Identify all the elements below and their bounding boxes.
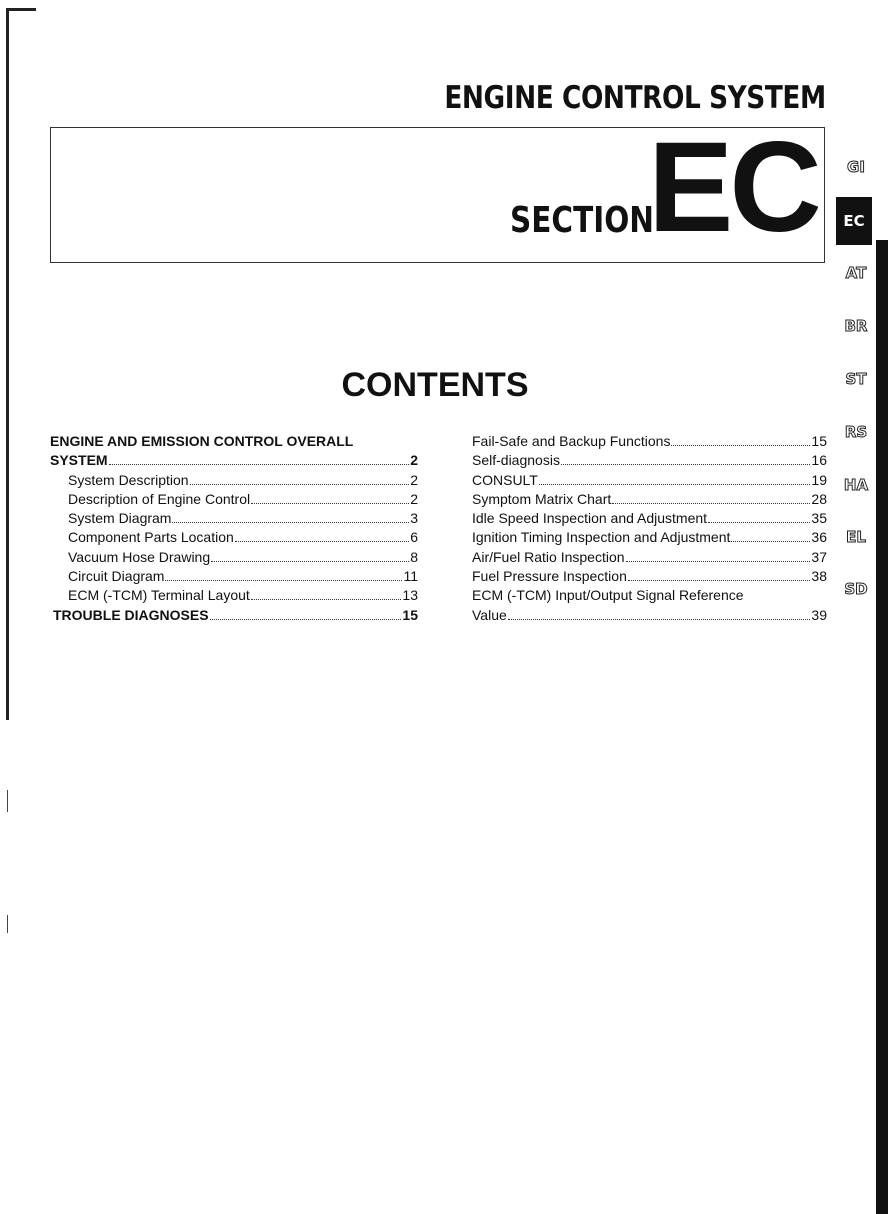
toc-entry-title: Idle Speed Inspection and Adjustment — [472, 510, 708, 527]
toc-entry[interactable] — [50, 451, 418, 470]
page-edge-bar — [876, 240, 888, 1214]
toc-entry[interactable] — [472, 490, 827, 509]
dot-leader — [235, 531, 409, 542]
toc-entry-title: System Diagram — [68, 510, 172, 527]
dot-leader — [172, 512, 409, 523]
toc-entry-title: Description of Engine Control — [68, 490, 251, 507]
toc-entry-title-line[interactable] — [472, 586, 827, 605]
toc-entry-title: ECM (-TCM) Input/Output Signal Reference — [472, 587, 744, 604]
toc-entry[interactable] — [472, 509, 827, 528]
toc-entry-title: SYSTEM — [50, 452, 108, 469]
toc-entry[interactable] — [50, 567, 418, 586]
dot-leader — [165, 570, 402, 581]
dot-leader — [612, 493, 810, 504]
tab-br[interactable]: BR — [844, 317, 868, 335]
scan-border-top — [6, 8, 36, 11]
dot-leader — [671, 435, 810, 446]
tab-at[interactable]: AT — [845, 264, 867, 282]
dot-leader — [626, 551, 811, 562]
toc-entry-page: 28 — [811, 490, 827, 507]
toc-entry-title: Symptom Matrix Chart — [472, 490, 612, 507]
toc-entry-title: Component Parts Location — [68, 529, 234, 546]
toc-entry[interactable] — [50, 490, 418, 509]
dot-leader — [731, 531, 810, 542]
toc-entry-page: 37 — [811, 548, 827, 565]
toc-entry-title: Fail-Safe and Backup Functions — [472, 433, 671, 449]
toc-entry-title: Fuel Pressure Inspection — [472, 568, 627, 585]
tab-el[interactable]: EL — [846, 528, 866, 546]
toc-entry-page: 11 — [403, 568, 418, 585]
toc-entry-page: 13 — [402, 587, 418, 604]
toc-entry-title: ECM (-TCM) Terminal Layout — [68, 587, 250, 604]
dot-leader — [109, 454, 410, 465]
toc-entry[interactable] — [472, 471, 827, 490]
toc-entry-page: 2 — [410, 471, 418, 488]
dot-leader — [628, 570, 811, 581]
toc-entry[interactable] — [472, 548, 827, 567]
toc-entry-page: 8 — [410, 548, 418, 565]
contents-title: CONTENTS — [341, 366, 529, 404]
scan-mark — [7, 915, 8, 933]
toc-entry[interactable] — [50, 509, 418, 528]
tab-sd[interactable]: SD — [844, 580, 868, 598]
toc-entry[interactable] — [50, 586, 418, 605]
tab-ec[interactable]: EC — [836, 197, 872, 245]
toc-entry[interactable] — [50, 471, 418, 490]
main-title: ENGINE CONTROL SYSTEM — [444, 80, 826, 116]
toc-entry-page: 35 — [811, 510, 827, 527]
dot-leader — [539, 474, 811, 485]
toc-entry-title: System Description — [68, 471, 189, 488]
dot-leader — [251, 493, 409, 504]
toc-right-column — [472, 432, 827, 625]
toc-entry[interactable] — [472, 451, 827, 470]
dot-leader — [190, 474, 410, 485]
toc-entry-page: 3 — [410, 510, 418, 527]
tab-gi[interactable]: GI — [847, 158, 865, 176]
toc-entry-page: 2 — [410, 490, 418, 507]
section-code: EC — [648, 116, 818, 259]
dot-leader — [708, 512, 810, 523]
dot-leader — [561, 454, 810, 465]
toc-entry-page: 6 — [410, 529, 418, 546]
tab-st[interactable]: ST — [845, 370, 867, 388]
tab-rs[interactable]: RS — [844, 423, 868, 441]
toc-entry[interactable] — [50, 606, 418, 625]
toc-entry[interactable] — [472, 528, 827, 547]
toc-heading-text: ENGINE AND EMISSION CONTROL OVERALL — [50, 433, 354, 449]
toc-entry-title: Ignition Timing Inspection and Adjustment — [472, 529, 731, 546]
toc-entry[interactable] — [50, 548, 418, 567]
section-label: SECTION — [510, 200, 655, 241]
toc-entry[interactable] — [50, 528, 418, 547]
toc-entry-title: Value — [472, 606, 507, 623]
toc-entry-page: 16 — [811, 452, 827, 469]
toc-entry[interactable] — [472, 567, 827, 586]
toc-entry-title: CONSULT — [472, 471, 538, 488]
toc-entry-title: TROUBLE DIAGNOSES — [53, 606, 209, 623]
toc-entry-title: Self-diagnosis — [472, 452, 560, 469]
toc-entry-title: Circuit Diagram — [68, 568, 165, 585]
dot-leader — [251, 589, 402, 600]
scan-border-left — [6, 10, 9, 720]
toc-entry-page: 2 — [410, 452, 418, 469]
toc-entry-title: Vacuum Hose Drawing — [68, 548, 211, 565]
toc-entry-page: 38 — [811, 568, 827, 585]
toc-entry-page: 19 — [811, 471, 827, 488]
toc-left-column — [50, 432, 418, 625]
scan-mark — [7, 790, 8, 812]
toc-entry[interactable] — [472, 606, 827, 625]
toc-entry-page: 36 — [811, 529, 827, 546]
dot-leader — [210, 609, 402, 620]
toc-entry-page: 39 — [811, 606, 827, 623]
toc-entry-page: 15 — [402, 606, 418, 623]
toc-entry-page: 15 — [811, 433, 827, 449]
toc-entry[interactable] — [472, 432, 827, 451]
toc-entry-title: Air/Fuel Ratio Inspection — [472, 548, 625, 565]
toc-heading — [50, 432, 418, 451]
dot-leader — [508, 609, 811, 620]
tab-ha[interactable]: HA — [843, 476, 869, 494]
dot-leader — [211, 551, 409, 562]
